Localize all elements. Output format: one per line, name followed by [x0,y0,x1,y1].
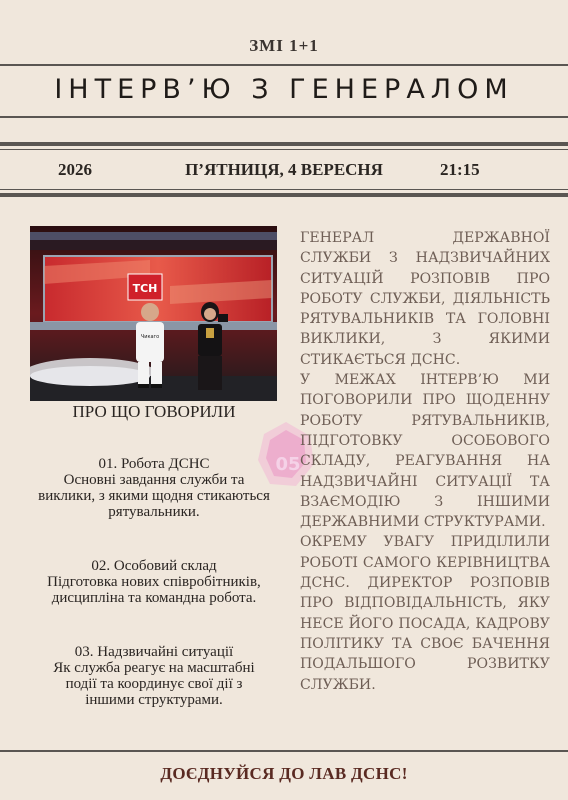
studio-scene [30,226,277,401]
watermark-text: 05 [275,454,301,475]
dateline-rule-top-2 [0,149,568,150]
shirt-text: Чикаго [140,334,160,340]
header-rule-top [0,64,568,66]
topic-text: Як служба реагує на масштабні події та координує свої дії з іншими структурами. [53,660,255,708]
topic-title: 03. Надзвичайні ситуації [74,644,234,660]
topic-title: 02. Особовий склад [91,558,217,574]
footer-rule [0,750,568,752]
page-title: ІНТЕРВ’Ю З ГЕНЕРАЛОМ [54,74,514,105]
section-title: ПРО ЩО ГОВОРИЛИ [72,402,236,421]
topic-item-3 [28,644,280,708]
dateline-year: 2026 [58,160,92,179]
outlet-name: ЗМІ 1+1 [249,36,319,55]
header-rule-bottom [0,116,568,118]
topic-item-2 [28,558,280,606]
dateline-rule-bottom-1 [0,189,568,190]
article-body [300,228,550,695]
dateline-rule-top-1 [0,142,568,146]
footer-cta: ДОЄДНУЙСЯ ДО ЛАВ ДСНС! [160,764,408,783]
topic-text: Основні завдання служби та виклики, з якими щодня стикаються рятувальники. [38,472,270,520]
dateline-time: 21:15 [440,160,480,179]
tsn-logo: ТСН [132,282,158,295]
topic-title: 01. Робота ДСНС [98,456,210,472]
topic-text: Підготовка нових співробітників, дисципліна та командна робота. [47,574,261,606]
topic-item-1 [28,456,280,520]
article-paragraph-3: ОКРЕМУ УВАГУ ПРИДІЛИЛИ РОБОТІ САМОГО КЕРІВНИЦТВА ДСНС. ДИРЕКТОР РОЗПОВІВ ПРО ВІДПОВІДАЛЬНІСТЬ, ЯКУ НЕСЕ ЙОГО ПОСАДА, КАДРОВУ ПОЛІТИКУ ТА СВОЄ БАЧЕННЯ ПОДАЛЬШОГО РОЗВИТКУ СЛУЖБИ. [300,534,550,693]
studio-photo [30,226,277,401]
article-paragraph-2: У МЕЖАХ ІНТЕРВ’Ю МИ ПОГОВОРИЛИ ПРО ЩОДЕННУ РОБОТУ РЯТУВАЛЬНИКІВ, ПІДГОТОВКУ ОСОБОВОГО СКЛАДУ, РЕАГУВАННЯ НА НАДЗВИЧАЙНІ СИТУАЦІЇ ТА ВЗАЄМОДІЮ З ІНШИМИ ДЕРЖАВНИМИ СТРУКТУРАМИ. [300,372,550,531]
article-paragraph-1: ГЕНЕРАЛ ДЕРЖАВНОЇ СЛУЖБИ З НАДЗВИЧАЙНИХ СИТУАЦІЙ РОЗПОВІВ ПРО РОБОТУ СЛУЖБИ, ДІЯЛЬНІСТЬ РЯТУВАЛЬНИКІВ ТА ГОЛОВНІ ВИКЛИКИ, З ЯКИМИ СТИКАЄТЬСЯ ДСНС. [300,230,550,368]
dateline-date: П’ЯТНИЦЯ, 4 ВЕРЕСНЯ [185,160,383,179]
dateline-rule-bottom-2 [0,193,568,197]
